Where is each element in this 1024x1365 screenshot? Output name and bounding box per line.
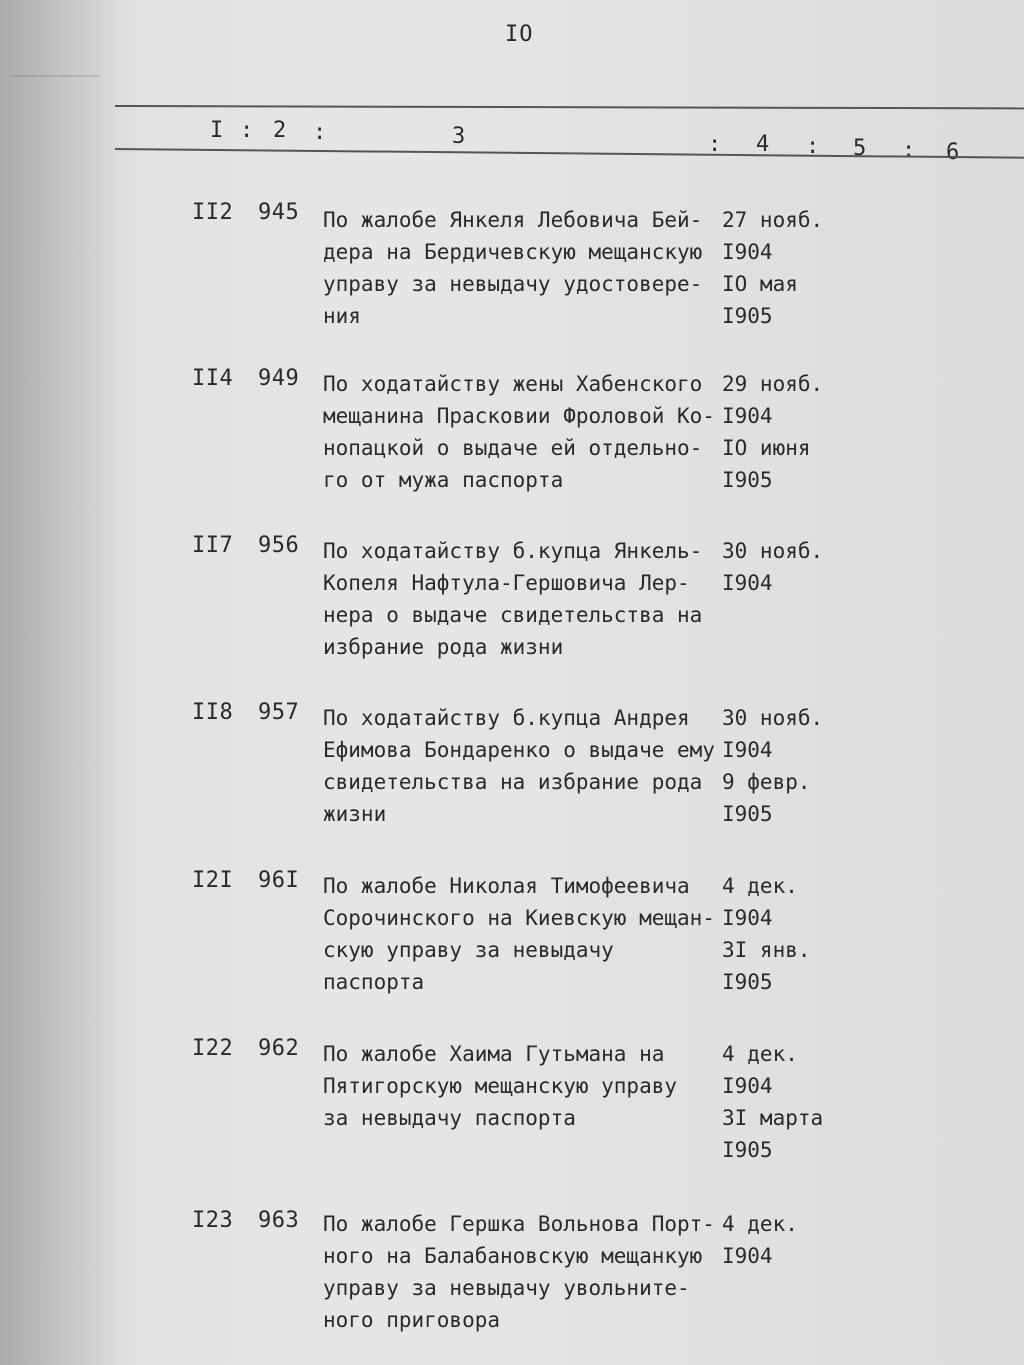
record-entry xyxy=(0,1208,1024,1348)
record-description: По ходатайству б.купца Янкель- Копеля Нафтула-Гершовича Лер- нера о выдаче свидетельства на избрание рода жизни xyxy=(323,539,703,659)
record-code: 962 xyxy=(258,1036,300,1061)
record-number: I2I xyxy=(192,868,234,893)
record-code: 949 xyxy=(258,366,300,391)
record-code: 957 xyxy=(258,700,300,725)
record-dates: 30 нояб. I904 xyxy=(722,539,824,595)
page-number: IO xyxy=(505,22,534,47)
header-sep: : xyxy=(806,134,820,159)
record-description: По ходатайству б.купца Андрея Ефимова Бондаренко о выдаче ему свидетельства на избрание рода жизни xyxy=(323,706,715,826)
record-code: 945 xyxy=(258,200,300,225)
record-dates: 4 дек. I904 xyxy=(722,1212,798,1268)
record-description: По жалобе Хаима Гутьмана на Пятигорскую мещанскую управу за невыдачу паспорта xyxy=(323,1042,678,1130)
record-entry xyxy=(0,200,1024,340)
record-description: По жалобе Янкеля Лебовича Бей- дера на Бердичевскую мещанскую управу за невыдачу удостовере- ния xyxy=(323,208,703,328)
record-dates: 4 дек. I904 3I марта I905 xyxy=(722,1042,824,1162)
record-dates: 4 дек. I904 3I янв. I905 xyxy=(722,874,811,994)
record-entry xyxy=(0,366,1024,506)
header-sep: : xyxy=(313,120,327,145)
facing-page-rule xyxy=(10,75,100,77)
header-col-1: I xyxy=(210,118,224,143)
record-number: I22 xyxy=(192,1036,234,1061)
record-dates: 29 нояб. I904 IO июня I905 xyxy=(722,372,824,492)
record-number: I23 xyxy=(192,1208,234,1233)
header-col-6: 6 xyxy=(946,140,960,165)
record-number: II2 xyxy=(192,200,234,225)
record-description: По жалобе Гершка Вольнова Порт- ного на Балабановскую мещанкую управу за невыдачу увольните- ного приговора xyxy=(323,1212,715,1332)
record-entry xyxy=(0,700,1024,840)
record-entry xyxy=(0,868,1024,1008)
record-description: По жалобе Николая Тимофеевича Сорочинского на Киевскую мещан- скую управу за невыдачу паспорта xyxy=(323,874,715,994)
record-entry xyxy=(0,533,1024,673)
record-number: II7 xyxy=(192,533,234,558)
record-number: II4 xyxy=(192,366,234,391)
header-col-2: 2 xyxy=(273,118,287,143)
record-description: По ходатайству жены Хабенского мещанина Прасковии Фроловой Ко- нопацкой о выдаче ей отдельно- го от мужа паспорта xyxy=(323,372,715,492)
header-sep: : xyxy=(240,118,254,143)
header-sep: : xyxy=(902,138,916,163)
header-col-3: 3 xyxy=(452,124,466,149)
record-dates: 27 нояб. I904 IO мая I905 xyxy=(722,208,824,328)
header-col-4: 4 xyxy=(756,132,770,157)
header-sep: : xyxy=(708,132,722,157)
record-dates: 30 нояб. I904 9 февр. I905 xyxy=(722,706,824,826)
table-header-rule xyxy=(115,148,1024,159)
record-code: 96I xyxy=(258,868,300,893)
table-top-rule xyxy=(115,105,1024,109)
header-col-5: 5 xyxy=(853,136,867,161)
record-code: 963 xyxy=(258,1208,300,1233)
record-number: II8 xyxy=(192,700,234,725)
record-code: 956 xyxy=(258,533,300,558)
record-entry xyxy=(0,1036,1024,1176)
